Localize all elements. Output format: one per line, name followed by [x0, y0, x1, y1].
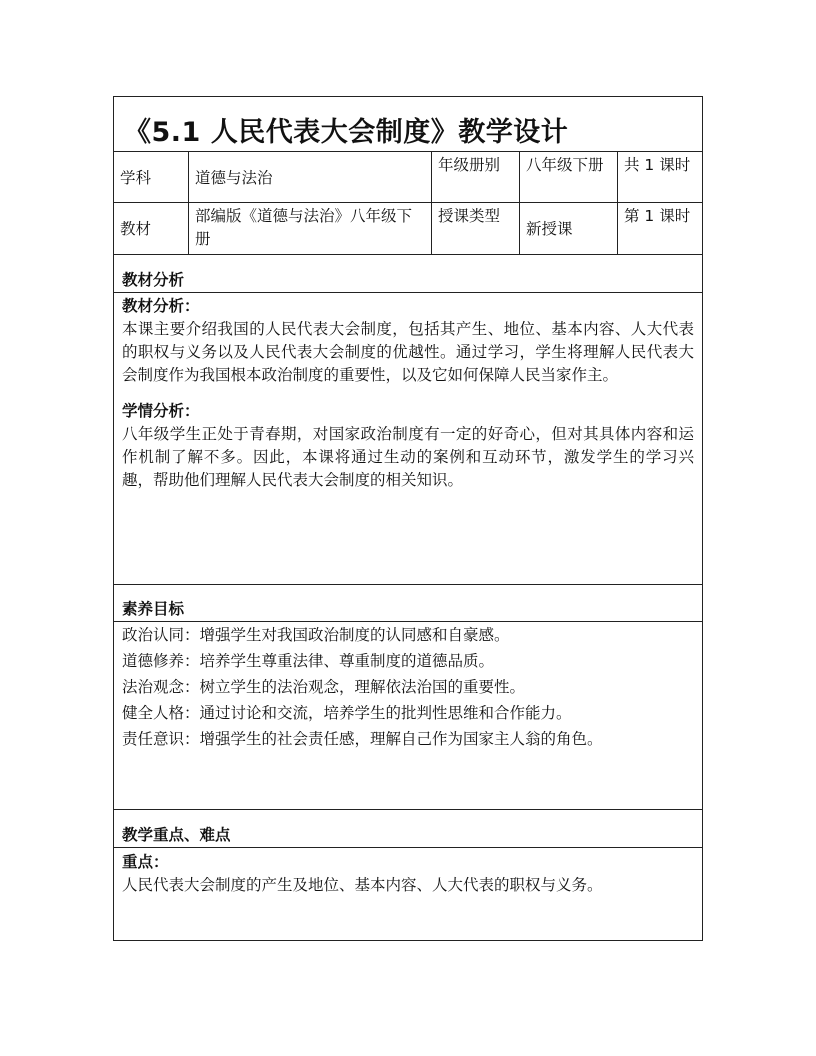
goal-item: 责任意识：增强学生的社会责任感，理解自己作为国家主人翁的角色。	[122, 730, 603, 748]
page-title: 《5.1 人民代表大会制度》教学设计	[124, 116, 569, 148]
lesson-type-value: 新授课	[520, 203, 618, 254]
student-analysis-text: 八年级学生正处于青春期，对国家政治制度有一定的好奇心，但对其具体内容和运作机制了解不多。因此，本课将通过生动的案例和互动环节，激发学生的学习兴趣，帮助他们理解人民代表大会制度的相关知识。	[122, 425, 694, 489]
textbook-label: 教材	[114, 203, 189, 254]
section-heading-analysis: 教材分析	[114, 255, 702, 293]
goal-item: 健全人格：通过讨论和交流，培养学生的批判性思维和合作能力。	[122, 704, 572, 722]
section-goals	[114, 622, 702, 810]
student-analysis-title: 学情分析：	[122, 402, 200, 420]
goal-item: 政治认同：增强学生对我国政治制度的认同感和自豪感。	[122, 626, 510, 644]
section-analysis	[114, 293, 702, 585]
spacer	[122, 387, 694, 399]
info-row-textbook	[114, 203, 702, 255]
grade-label: 年级册别	[432, 152, 520, 202]
focus-title: 重点：	[122, 853, 169, 871]
subject-value: 道德与法治	[189, 152, 432, 202]
goal-item: 法治观念：树立学生的法治观念，理解依法治国的重要性。	[122, 678, 526, 696]
title-row	[114, 97, 702, 152]
lesson-number: 第 1 课时	[624, 207, 691, 225]
textbook-analysis-title: 教材分析：	[122, 297, 200, 315]
focus-text: 人民代表大会制度的产生及地位、基本内容、人大代表的职权与义务。	[122, 876, 603, 894]
section-key-points	[114, 848, 702, 940]
goal-item: 道德修养：培养学生尊重法律、尊重制度的道德品质。	[122, 652, 495, 670]
info-row-subject	[114, 152, 702, 203]
total-hours: 共 1 课时	[624, 156, 691, 174]
textbook-value: 部编版《道德与法治》八年级下册	[189, 203, 432, 254]
subject-label: 学科	[114, 152, 189, 202]
lesson-type-label: 授课类型	[432, 203, 520, 254]
lesson-plan-table	[113, 96, 703, 941]
section-heading-key-points: 教学重点、难点	[114, 810, 702, 848]
section-heading-goals: 素养目标	[114, 585, 702, 622]
grade-value: 八年级下册	[520, 152, 618, 202]
textbook-analysis-text: 本课主要介绍我国的人民代表大会制度，包括其产生、地位、基本内容、人大代表的职权与义务以及人民代表大会制度的优越性。通过学习，学生将理解人民代表大会制度作为我国根本政治制度的重要性，以及它如何保障人民当家作主。	[122, 320, 694, 384]
